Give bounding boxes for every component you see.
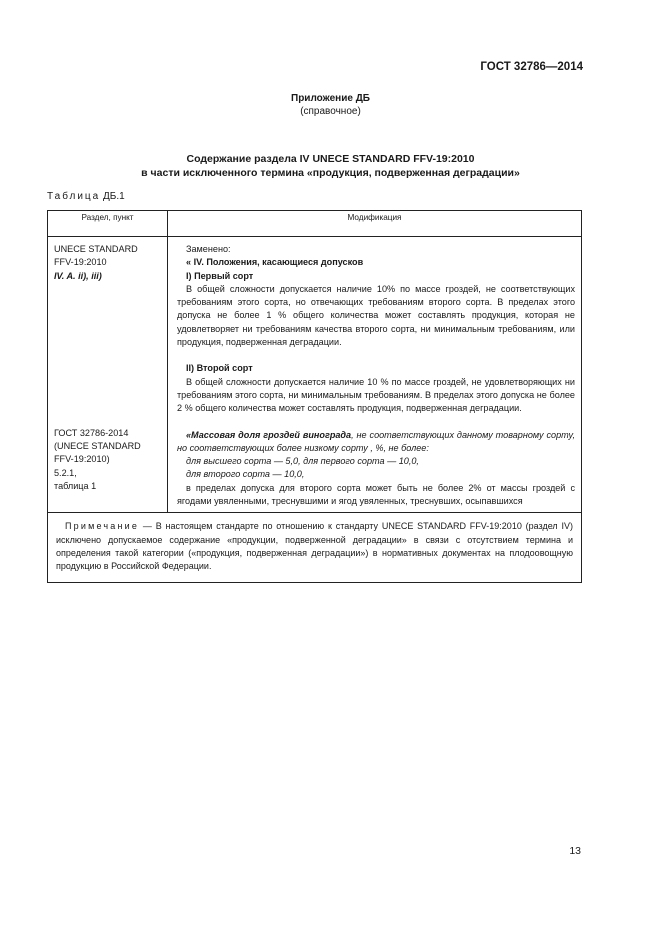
note-label: Примечание <box>65 521 140 532</box>
table-note <box>48 513 582 582</box>
section-reference-cell <box>48 237 168 513</box>
table-row <box>48 237 582 513</box>
reference-line: таблица 1 <box>54 481 97 492</box>
reference-line: UNECE STANDARD <box>54 244 138 254</box>
comparison-table <box>47 210 582 583</box>
mass-fraction-rest: , не соответствующих данному товарному сорту, но соответствующих более низкому сорту , %, не более: <box>177 429 576 453</box>
grade2-paragraph: В общей сложности допускается наличие 10 % по массе гроздей, не удовлетворяющих ни требованиям этого сорта, ни минимальным требованиям. В пределах этого допуска не более 2 % общего количества может составлять продукция, подверженная деградации. <box>177 376 575 414</box>
page-number: 13 <box>569 845 581 857</box>
annex-title: Приложение ДБ <box>291 93 370 104</box>
column-header-section: Раздел, пункт <box>48 211 168 237</box>
grade2-title: II) Второй сорт <box>186 363 253 374</box>
mass-fraction-term: «Массовая доля гроздей винограда <box>186 429 352 440</box>
reference-line: 5.2.1, <box>54 467 77 478</box>
note-text: — В настоящем стандарте по отношению к стандарту UNECE STANDARD FFV-19:2010 (раздел IV) исключено допускаемое содержание «продукции, подверженной деградации» в связи с отсутствием термина и определения такой категории («продукция, подверженная деградации») в нормативных документах на плодоовощную продукцию в Российской Федерации. <box>56 521 573 572</box>
reference-line: FFV-19:2010 <box>54 257 107 268</box>
table-caption-word: Таблица <box>47 191 101 202</box>
reference-line: FFV-19:2010) <box>54 454 110 465</box>
section-heading <box>0 152 661 180</box>
second-grade-line: для второго сорта — 10,0, <box>186 469 305 480</box>
reference-group-gost <box>54 427 163 493</box>
reference-line: ГОСТ 32786-2014 <box>54 427 129 438</box>
tolerance-paragraph: в пределах допуска для второго сорта может быть не более 2% от массы гроздей с ягодами увяленными, треснувшими и ягод увяленных, треснувших, осыпавшихся <box>177 482 575 507</box>
section-heading-line2: в части исключенного термина «продукция, подверженная деградации» <box>141 167 520 179</box>
replaced-label: Заменено: <box>186 244 231 254</box>
grade1-paragraph: В общей сложности допускается наличие 10% по массе гроздей, не соответствующих требованиям этого сорта, но отвечающих требованиям второго сорта. В пределах этого допуска не более 1 % общего количества может составлять продукция, которая не удовлетворяет ни требованиям качества второго сорта, ни минимальным требованиям, или продукция, подверженная деградации. <box>177 283 575 348</box>
table-note-row <box>48 513 582 582</box>
reference-clause: IV. A. ii), iii) <box>54 270 102 281</box>
highest-grade-line: для высшего сорта — 5,0, для первого сорта — 10,0, <box>186 456 419 467</box>
table-header-row <box>48 211 582 237</box>
reference-line: (UNECE STANDARD <box>54 441 141 452</box>
annex-heading <box>0 92 661 118</box>
table-caption-number: ДБ.1 <box>103 191 125 202</box>
modification-cell <box>168 237 582 513</box>
column-header-modification: Модификация <box>168 211 582 237</box>
document-code: ГОСТ 32786—2014 <box>480 61 583 73</box>
section-heading-line1: Содержание раздела IV UNECE STANDARD FFV-19:2010 <box>186 153 475 165</box>
section-iv-title: « IV. Положения, касающиеся допусков <box>186 257 364 268</box>
table-caption <box>47 191 125 202</box>
grade1-title: I) Первый сорт <box>186 270 254 281</box>
annex-subtitle: (справочное) <box>300 106 361 117</box>
mass-fraction-paragraph <box>177 429 575 456</box>
